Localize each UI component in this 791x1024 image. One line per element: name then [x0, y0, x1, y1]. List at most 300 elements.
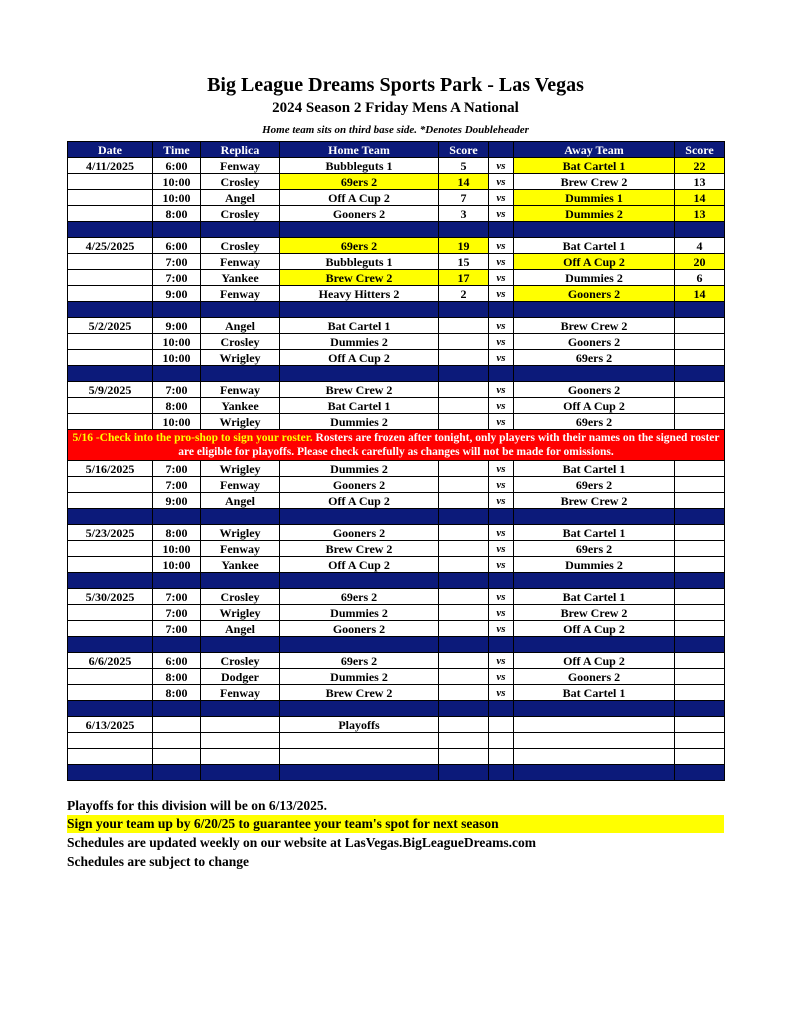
away-team: 69ers 2	[514, 541, 675, 557]
separator-cell	[439, 222, 489, 238]
game-date: 4/25/2025	[68, 238, 153, 254]
home-team: Gooners 2	[280, 525, 439, 541]
table-row	[68, 733, 725, 749]
table-row	[68, 318, 725, 334]
separator-cell	[201, 509, 280, 525]
away-team: Off A Cup 2	[514, 254, 675, 270]
separator-cell	[280, 573, 439, 589]
game-date: 5/2/2025	[68, 318, 153, 334]
away-score	[675, 541, 725, 557]
table-row	[68, 477, 725, 493]
table-row	[68, 174, 725, 190]
separator-cell	[514, 701, 675, 717]
home-score	[439, 350, 489, 366]
away-team: Dummies 1	[514, 190, 675, 206]
away-score: 14	[675, 190, 725, 206]
game-time: 6:00	[153, 238, 201, 254]
separator-cell	[675, 222, 725, 238]
separator-cell	[514, 765, 675, 781]
game-time: 8:00	[153, 206, 201, 222]
game-date: 5/30/2025	[68, 589, 153, 605]
game-replica: Angel	[201, 190, 280, 206]
separator-cell	[280, 366, 439, 382]
home-score: 19	[439, 238, 489, 254]
away-team: Bat Cartel 1	[514, 685, 675, 701]
home-team: Dummies 2	[280, 669, 439, 685]
vs-label: vs	[489, 557, 514, 573]
game-time	[153, 717, 201, 733]
away-score	[675, 685, 725, 701]
separator-cell	[489, 366, 514, 382]
table-row	[68, 334, 725, 350]
away-score	[675, 350, 725, 366]
game-replica: Wrigley	[201, 414, 280, 430]
away-team: Brew Crew 2	[514, 318, 675, 334]
vs-label: vs	[489, 270, 514, 286]
away-team: Off A Cup 2	[514, 621, 675, 637]
home-team: Heavy Hitters 2	[280, 286, 439, 302]
separator-cell	[201, 573, 280, 589]
vs-label: vs	[489, 254, 514, 270]
game-replica	[201, 717, 280, 733]
game-date: 6/13/2025	[68, 717, 153, 733]
home-score	[439, 334, 489, 350]
away-team	[514, 749, 675, 765]
game-replica: Fenway	[201, 254, 280, 270]
game-replica: Crosley	[201, 206, 280, 222]
home-team: Brew Crew 2	[280, 541, 439, 557]
away-team: Bat Cartel 1	[514, 461, 675, 477]
game-date	[68, 270, 153, 286]
separator-cell	[514, 637, 675, 653]
week-separator	[68, 573, 725, 589]
game-date	[68, 749, 153, 765]
week-separator	[68, 509, 725, 525]
separator-cell	[675, 637, 725, 653]
col-header-home-score: Score	[439, 142, 489, 158]
separator-cell	[514, 366, 675, 382]
separator-cell	[68, 573, 153, 589]
separator-cell	[68, 302, 153, 318]
table-row	[68, 621, 725, 637]
col-header-vs	[489, 142, 514, 158]
home-team: 69ers 2	[280, 174, 439, 190]
home-score	[439, 733, 489, 749]
separator-cell	[489, 573, 514, 589]
home-team: Bubbleguts 1	[280, 158, 439, 174]
separator-cell	[280, 509, 439, 525]
table-row	[68, 541, 725, 557]
vs-label: vs	[489, 286, 514, 302]
away-score	[675, 318, 725, 334]
roster-notice-highlight: 5/16 -Check into the pro-shop to sign your roster.	[72, 432, 313, 444]
table-row	[68, 238, 725, 254]
game-date: 5/16/2025	[68, 461, 153, 477]
separator-cell	[201, 366, 280, 382]
away-team: Off A Cup 2	[514, 398, 675, 414]
separator-cell	[201, 302, 280, 318]
home-score	[439, 414, 489, 430]
game-date	[68, 414, 153, 430]
separator-cell	[489, 222, 514, 238]
table-row	[68, 254, 725, 270]
game-date	[68, 621, 153, 637]
game-replica: Angel	[201, 493, 280, 509]
game-time: 8:00	[153, 685, 201, 701]
separator-cell	[489, 302, 514, 318]
game-date: 5/9/2025	[68, 382, 153, 398]
roster-notice-row	[68, 430, 725, 461]
vs-label: vs	[489, 174, 514, 190]
home-team: Dummies 2	[280, 461, 439, 477]
table-header-row	[68, 142, 725, 158]
game-time: 9:00	[153, 493, 201, 509]
home-score	[439, 653, 489, 669]
away-score	[675, 749, 725, 765]
game-replica: Angel	[201, 318, 280, 334]
game-replica: Wrigley	[201, 461, 280, 477]
table-row	[68, 589, 725, 605]
game-time: 10:00	[153, 334, 201, 350]
table-row	[68, 270, 725, 286]
table-row	[68, 685, 725, 701]
game-date	[68, 350, 153, 366]
home-score	[439, 669, 489, 685]
game-time: 6:00	[153, 158, 201, 174]
game-time: 8:00	[153, 669, 201, 685]
game-replica: Fenway	[201, 685, 280, 701]
away-team: Gooners 2	[514, 669, 675, 685]
week-separator	[68, 765, 725, 781]
week-separator	[68, 701, 725, 717]
away-score	[675, 717, 725, 733]
game-date	[68, 477, 153, 493]
separator-cell	[489, 637, 514, 653]
away-team: Bat Cartel 1	[514, 589, 675, 605]
away-team: Bat Cartel 1	[514, 238, 675, 254]
table-row	[68, 717, 725, 733]
home-score	[439, 605, 489, 621]
away-score	[675, 525, 725, 541]
vs-label: vs	[489, 414, 514, 430]
game-date: 5/23/2025	[68, 525, 153, 541]
table-row	[68, 190, 725, 206]
separator-cell	[153, 765, 201, 781]
separator-cell	[68, 765, 153, 781]
separator-cell	[153, 366, 201, 382]
home-score	[439, 461, 489, 477]
game-replica	[201, 749, 280, 765]
away-score	[675, 477, 725, 493]
home-score	[439, 398, 489, 414]
game-date	[68, 685, 153, 701]
home-score	[439, 621, 489, 637]
separator-cell	[280, 701, 439, 717]
away-score	[675, 653, 725, 669]
table-row	[68, 605, 725, 621]
table-row	[68, 398, 725, 414]
home-score	[439, 493, 489, 509]
home-score	[439, 589, 489, 605]
separator-cell	[514, 573, 675, 589]
vs-label: vs	[489, 206, 514, 222]
away-score	[675, 382, 725, 398]
game-replica: Crosley	[201, 334, 280, 350]
game-time: 7:00	[153, 621, 201, 637]
separator-cell	[68, 366, 153, 382]
home-team: 69ers 2	[280, 589, 439, 605]
table-row	[68, 525, 725, 541]
vs-label: vs	[489, 334, 514, 350]
away-score	[675, 493, 725, 509]
vs-label: vs	[489, 190, 514, 206]
separator-cell	[68, 509, 153, 525]
separator-cell	[280, 765, 439, 781]
home-score	[439, 541, 489, 557]
separator-cell	[153, 573, 201, 589]
home-team: Brew Crew 2	[280, 685, 439, 701]
game-replica	[201, 733, 280, 749]
vs-label: vs	[489, 653, 514, 669]
home-score: 15	[439, 254, 489, 270]
week-separator	[68, 637, 725, 653]
away-team: 69ers 2	[514, 414, 675, 430]
away-team: Dummies 2	[514, 206, 675, 222]
home-score	[439, 525, 489, 541]
footer-line-subject-to-change: Schedules are subject to change	[67, 854, 249, 869]
away-score	[675, 589, 725, 605]
game-date	[68, 733, 153, 749]
vs-label: vs	[489, 525, 514, 541]
home-score	[439, 685, 489, 701]
separator-cell	[439, 765, 489, 781]
footer-line-playoffs: Playoffs for this division will be on 6/13/2025.	[67, 798, 328, 813]
game-replica: Fenway	[201, 286, 280, 302]
home-score: 2	[439, 286, 489, 302]
separator-cell	[280, 302, 439, 318]
game-replica: Dodger	[201, 669, 280, 685]
game-replica: Wrigley	[201, 605, 280, 621]
vs-label	[489, 717, 514, 733]
away-score: 6	[675, 270, 725, 286]
home-team	[280, 749, 439, 765]
col-header-away-score: Score	[675, 142, 725, 158]
game-time: 7:00	[153, 477, 201, 493]
away-team	[514, 717, 675, 733]
game-date	[68, 398, 153, 414]
game-time: 10:00	[153, 174, 201, 190]
schedule-table	[67, 141, 725, 781]
away-score	[675, 398, 725, 414]
separator-cell	[439, 302, 489, 318]
game-replica: Crosley	[201, 653, 280, 669]
separator-cell	[489, 509, 514, 525]
table-row	[68, 382, 725, 398]
away-score: 13	[675, 206, 725, 222]
game-time: 7:00	[153, 461, 201, 477]
separator-cell	[489, 765, 514, 781]
home-score	[439, 557, 489, 573]
home-score	[439, 382, 489, 398]
separator-cell	[153, 509, 201, 525]
home-team: 69ers 2	[280, 238, 439, 254]
home-team: Playoffs	[280, 717, 439, 733]
vs-label: vs	[489, 589, 514, 605]
separator-cell	[675, 701, 725, 717]
home-team: Dummies 2	[280, 605, 439, 621]
vs-label: vs	[489, 477, 514, 493]
home-score: 7	[439, 190, 489, 206]
game-date	[68, 286, 153, 302]
col-header-time: Time	[153, 142, 201, 158]
away-team: Bat Cartel 1	[514, 525, 675, 541]
away-score: 20	[675, 254, 725, 270]
away-team: Bat Cartel 1	[514, 158, 675, 174]
separator-cell	[280, 637, 439, 653]
away-score: 4	[675, 238, 725, 254]
separator-cell	[280, 222, 439, 238]
home-team: Gooners 2	[280, 477, 439, 493]
separator-cell	[439, 573, 489, 589]
away-score	[675, 557, 725, 573]
game-time: 10:00	[153, 350, 201, 366]
home-team: Gooners 2	[280, 621, 439, 637]
col-header-replica: Replica	[201, 142, 280, 158]
game-time: 7:00	[153, 270, 201, 286]
away-team: Gooners 2	[514, 334, 675, 350]
vs-label: vs	[489, 685, 514, 701]
home-score	[439, 749, 489, 765]
vs-label: vs	[489, 318, 514, 334]
separator-cell	[514, 509, 675, 525]
home-team: Off A Cup 2	[280, 350, 439, 366]
col-header-date: Date	[68, 142, 153, 158]
game-replica: Crosley	[201, 174, 280, 190]
home-team: Gooners 2	[280, 206, 439, 222]
separator-cell	[439, 366, 489, 382]
game-date	[68, 174, 153, 190]
separator-cell	[675, 302, 725, 318]
game-time: 7:00	[153, 382, 201, 398]
vs-label: vs	[489, 158, 514, 174]
table-row	[68, 653, 725, 669]
away-team: 69ers 2	[514, 477, 675, 493]
game-date	[68, 334, 153, 350]
home-score	[439, 717, 489, 733]
game-replica: Fenway	[201, 477, 280, 493]
separator-cell	[153, 302, 201, 318]
separator-cell	[514, 222, 675, 238]
separator-cell	[68, 222, 153, 238]
home-team: Dummies 2	[280, 334, 439, 350]
col-header-home-team: Home Team	[280, 142, 439, 158]
game-replica: Wrigley	[201, 350, 280, 366]
away-team: Brew Crew 2	[514, 493, 675, 509]
home-team: Off A Cup 2	[280, 190, 439, 206]
away-score	[675, 414, 725, 430]
away-score: 22	[675, 158, 725, 174]
game-time: 7:00	[153, 605, 201, 621]
col-header-away-team: Away Team	[514, 142, 675, 158]
separator-cell	[201, 637, 280, 653]
game-time: 7:00	[153, 589, 201, 605]
separator-cell	[439, 509, 489, 525]
table-row	[68, 669, 725, 685]
separator-cell	[489, 701, 514, 717]
away-team: Off A Cup 2	[514, 653, 675, 669]
home-team	[280, 733, 439, 749]
vs-label: vs	[489, 621, 514, 637]
home-team: Bat Cartel 1	[280, 318, 439, 334]
vs-label: vs	[489, 669, 514, 685]
game-date	[68, 557, 153, 573]
home-score: 14	[439, 174, 489, 190]
game-time: 10:00	[153, 190, 201, 206]
game-date	[68, 206, 153, 222]
separator-cell	[153, 222, 201, 238]
game-date	[68, 254, 153, 270]
separator-cell	[439, 637, 489, 653]
game-date	[68, 669, 153, 685]
game-date	[68, 190, 153, 206]
game-replica: Angel	[201, 621, 280, 637]
vs-label: vs	[489, 398, 514, 414]
footer-line-website: Schedules are updated weekly on our website at LasVegas.BigLeagueDreams.com	[67, 835, 537, 850]
home-score: 17	[439, 270, 489, 286]
separator-cell	[201, 701, 280, 717]
game-replica: Fenway	[201, 541, 280, 557]
table-row	[68, 350, 725, 366]
separator-cell	[439, 701, 489, 717]
separator-cell	[675, 573, 725, 589]
separator-cell	[675, 366, 725, 382]
game-date	[68, 605, 153, 621]
table-row	[68, 749, 725, 765]
away-score: 13	[675, 174, 725, 190]
table-row	[68, 557, 725, 573]
game-replica: Crosley	[201, 238, 280, 254]
table-row	[68, 461, 725, 477]
schedule-body	[68, 158, 725, 781]
away-score: 14	[675, 286, 725, 302]
game-time: 7:00	[153, 254, 201, 270]
table-row	[68, 493, 725, 509]
table-row	[68, 286, 725, 302]
game-time: 8:00	[153, 398, 201, 414]
week-separator	[68, 222, 725, 238]
game-replica: Fenway	[201, 158, 280, 174]
game-time: 9:00	[153, 286, 201, 302]
separator-cell	[68, 701, 153, 717]
vs-label	[489, 733, 514, 749]
roster-notice-text: Rosters are frozen after tonight, only players with their names on the signed roster are eligible for playoffs. Please check carefully as changes will not be made for omissions.	[178, 432, 720, 458]
game-time: 10:00	[153, 541, 201, 557]
separator-cell	[514, 302, 675, 318]
away-score	[675, 334, 725, 350]
home-team: 69ers 2	[280, 653, 439, 669]
home-team: Brew Crew 2	[280, 270, 439, 286]
home-score: 5	[439, 158, 489, 174]
vs-label: vs	[489, 382, 514, 398]
game-time	[153, 733, 201, 749]
home-score	[439, 477, 489, 493]
vs-label	[489, 749, 514, 765]
home-score	[439, 318, 489, 334]
home-team: Dummies 2	[280, 414, 439, 430]
week-separator	[68, 302, 725, 318]
separator-cell	[201, 765, 280, 781]
week-separator	[68, 366, 725, 382]
